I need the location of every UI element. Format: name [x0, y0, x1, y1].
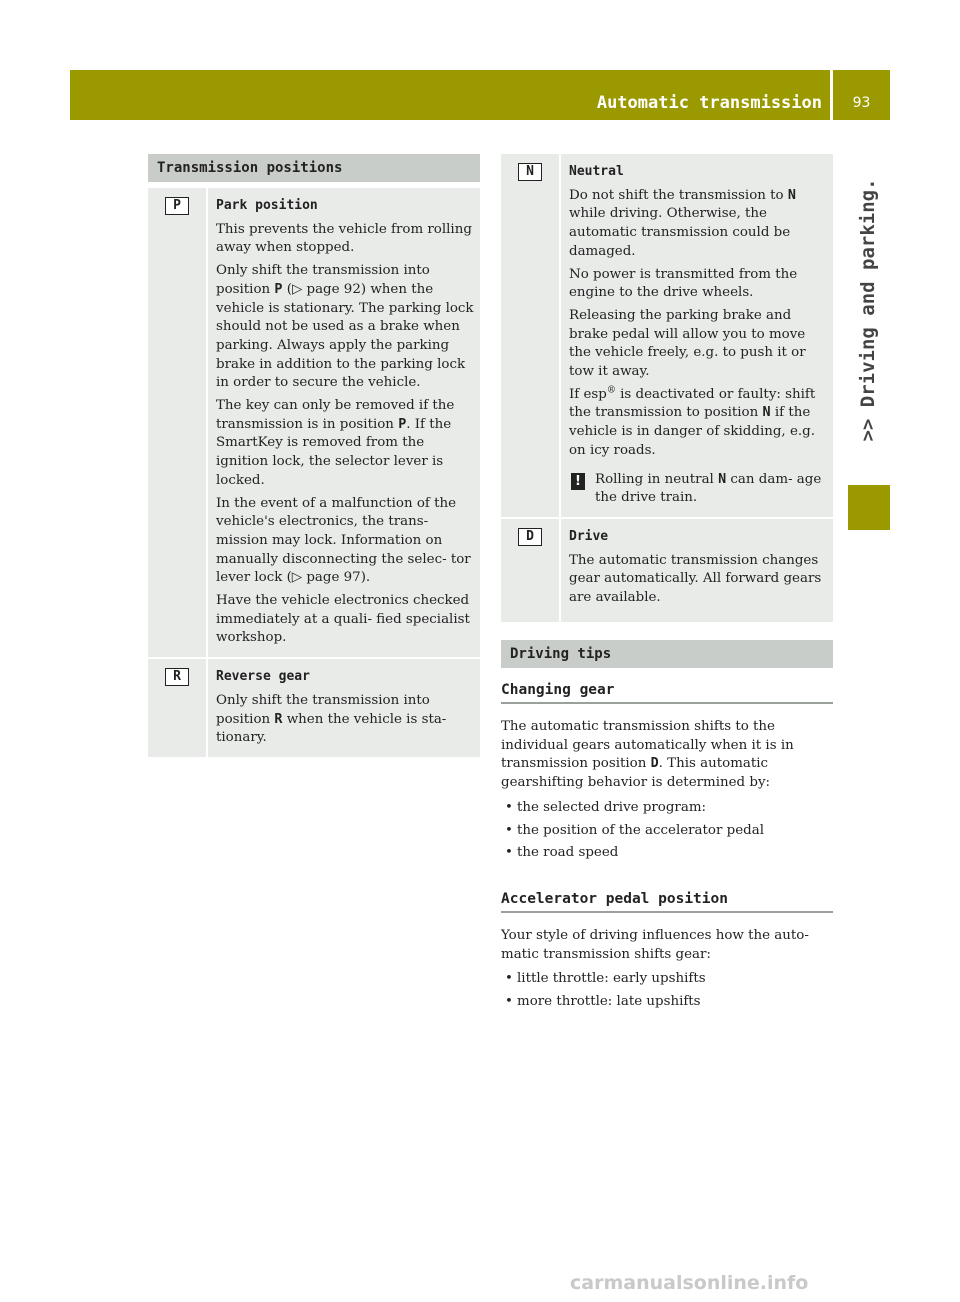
- drive-title: Drive: [569, 528, 609, 544]
- driving-tips-section: [501, 640, 833, 1016]
- changing-gear-list: [501, 799, 833, 863]
- neutral-paragraph-1: Do not shift the transmission to N while driving. Otherwise, the automatic transmission could be damaged.: [569, 187, 796, 259]
- neutral-title: Neutral: [569, 164, 624, 179]
- accelerator-list: [501, 970, 833, 1011]
- neutral-paragraph-3: Releasing the parking brake and brake pedal will allow you to move the vehicle freely, e.g. to push it or tow it away.: [569, 307, 806, 380]
- accelerator-text: Your style of driving influences how the auto‐ matic transmission shifts gear:: [501, 927, 809, 962]
- reverse-paragraph-1: Only shift the transmission into position R when the vehicle is sta‐ tionary.: [216, 692, 447, 746]
- list-item: • little throttle: early upshifts: [501, 970, 833, 989]
- page-reference-link[interactable]: (▷ page 92) when the vehicle is stationary. The parking lock should not be used as a brake when parking. Always apply the parking brake in addition to the parking lock in order to secure the vehicle.: [216, 281, 474, 391]
- table-row-neutral: [501, 154, 833, 517]
- park-paragraph-4: In the event of a malfunction of the vehicle's electronics, the trans‐ mission may lock. Information on manually disconnecting the selec‐ tor lever lock (▷ page 97).: [216, 495, 471, 586]
- park-key-icon: P: [165, 197, 189, 215]
- drive-paragraph-1: The automatic transmission changes gear automatically. All forward gears are available.: [569, 552, 822, 606]
- section-title-transmission-positions: Transmission positions: [148, 154, 480, 182]
- reverse-title: Reverse gear: [216, 669, 310, 685]
- drive-key-icon: D: [518, 528, 542, 546]
- changing-gear-text: The automatic transmission shifts to the individual gears automatically when it is in transmission position D. This automatic gearshifting behavior is determined by:: [501, 719, 794, 791]
- page-number: 93: [852, 95, 871, 111]
- heading-changing-gear: Changing gear: [501, 682, 833, 704]
- table-row-reverse: [148, 657, 480, 757]
- neutral-paragraph-4: If esp® is deactivated or faulty: shift the transmission to position N if the vehicle is in danger of skidding, e.g. on icy roads.: [569, 385, 816, 458]
- section-title-driving-tips: Driving tips: [501, 640, 833, 668]
- list-item: • more throttle: late upshifts: [501, 993, 833, 1012]
- page-title: Automatic transmission: [596, 93, 822, 113]
- park-paragraph-2: Only shift the transmission into position P (▷ page 92) when the vehicle is stationary. The parking lock should not be used as a brake when parking. Always apply the parking brake in addition to the parking lock in order to secure the vehicle.: [216, 263, 474, 391]
- list-item: • the road speed: [501, 844, 833, 863]
- table-row-drive: [501, 517, 833, 622]
- park-paragraph-1: This prevents the vehicle from rolling away when stopped.: [216, 221, 472, 256]
- side-tab: [848, 140, 888, 480]
- neutral-paragraph-2: No power is transmitted from the engine to the drive wheels.: [569, 266, 798, 301]
- transmission-positions-table-continued: [501, 154, 833, 622]
- park-paragraph-5: Have the vehicle electronics checked immediately at a quali‐ fied specialist workshop.: [216, 593, 470, 646]
- transmission-positions-table: [148, 154, 480, 757]
- table-row-park: [148, 182, 480, 657]
- park-paragraph-3: The key can only be removed if the transmission is in position P. If the SmartKey is removed from the ignition lock, the selector lever is locked.: [216, 398, 455, 488]
- neutral-warning: ! Rolling in neutral N can dam‐ age the drive train.: [569, 471, 828, 508]
- side-tab-label: >> Driving and parking.: [857, 178, 879, 442]
- side-tab-marker: [848, 485, 890, 530]
- list-item: • the position of the accelerator pedal: [501, 822, 833, 841]
- reverse-key-icon: R: [165, 668, 189, 686]
- heading-accelerator-pedal: Accelerator pedal position: [501, 891, 833, 913]
- park-title: Park position: [216, 198, 318, 213]
- watermark: carmanualsonline.info: [570, 1272, 809, 1294]
- neutral-key-icon: N: [518, 163, 542, 181]
- list-item: • the selected drive program:: [501, 799, 833, 818]
- warning-icon: !: [571, 473, 585, 490]
